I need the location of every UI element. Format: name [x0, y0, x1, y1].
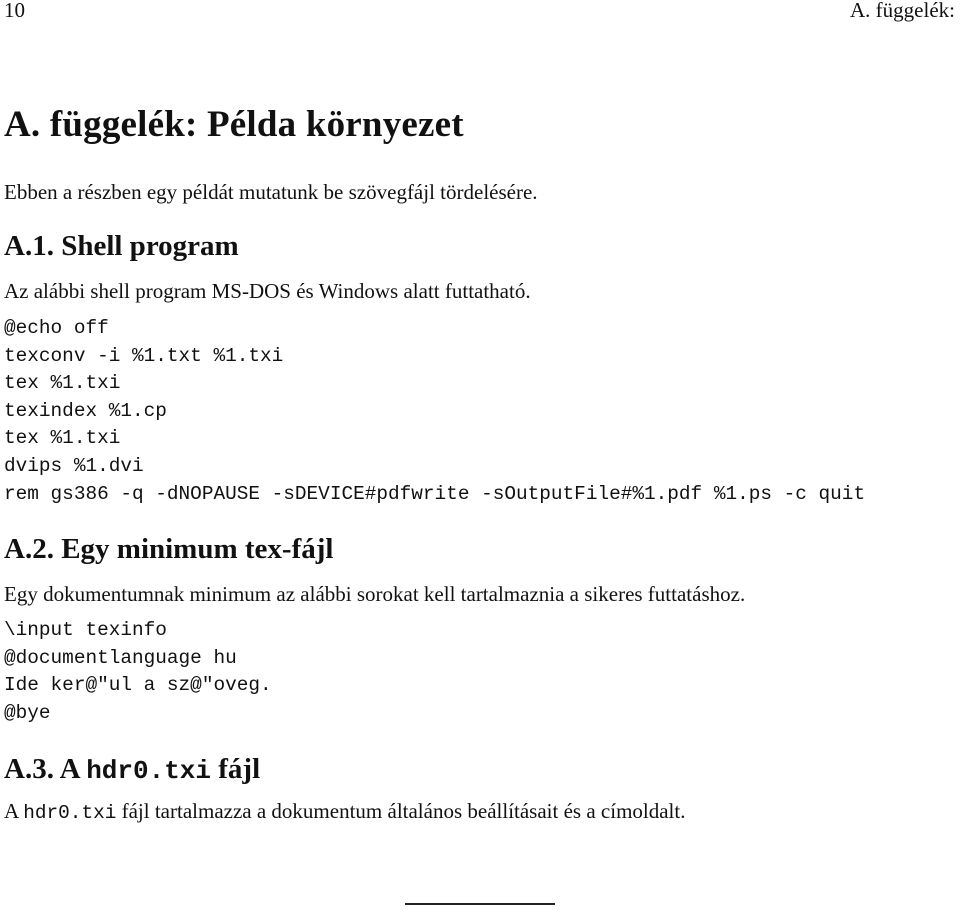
section-3-title — [4, 753, 260, 786]
code-line: rem gs386 -q -dNOPAUSE -sDEVICE#pdfwrite -sOutputFile#%1.pdf %1.ps -c quit — [4, 482, 866, 505]
section-3-title-filename: hdr0.txi — [86, 756, 212, 786]
code-line: @documentlanguage hu — [4, 646, 237, 669]
section-1-text: Az alábbi shell program MS-DOS és Windows alatt futtatható. — [4, 279, 531, 303]
chapter-title: A. függelék: Példa környezet — [4, 104, 464, 145]
page-number: 10 — [4, 0, 25, 22]
code-line: @echo off — [4, 317, 109, 339]
chapter-intro: Ebben a részben egy példát mutatunk be szövegfájl tördelésére. — [4, 180, 538, 204]
section-3-title-suffix: fájl — [211, 753, 261, 785]
code-line: @bye — [4, 701, 51, 724]
section-3-text — [4, 799, 685, 824]
code-line: \input texinfo — [4, 619, 167, 641]
footnote-rule — [405, 903, 555, 905]
code-line: tex %1.txi — [4, 372, 121, 395]
code-line: Ide ker@"ul a sz@"oveg. — [4, 674, 272, 697]
section-3-text-suffix: fájl tartalmazza a dokumentum általános beállításait és a címoldalt. — [116, 799, 686, 823]
section-1-code-block — [4, 315, 865, 508]
section-2-code-block — [4, 617, 272, 727]
code-line: texindex %1.cp — [4, 399, 167, 422]
section-3-text-prefix: A — [4, 799, 24, 823]
section-2-text: Egy dokumentumnak minimum az alábbi sorokat kell tartalmaznia a sikeres futtatáshoz. — [4, 582, 746, 606]
code-line: dvips %1.dvi — [4, 454, 144, 477]
section-3-title-prefix: A.3. A — [4, 753, 87, 785]
section-3-text-filename: hdr0.txi — [23, 802, 117, 824]
section-2-title: A.2. Egy minimum tex-fájl — [4, 533, 334, 565]
code-line: tex %1.txi — [4, 427, 121, 450]
code-line: texconv -i %1.txt %1.txi — [4, 344, 284, 367]
running-title: A. függelék: — [850, 0, 955, 22]
section-1-title: A.1. Shell program — [4, 230, 239, 262]
